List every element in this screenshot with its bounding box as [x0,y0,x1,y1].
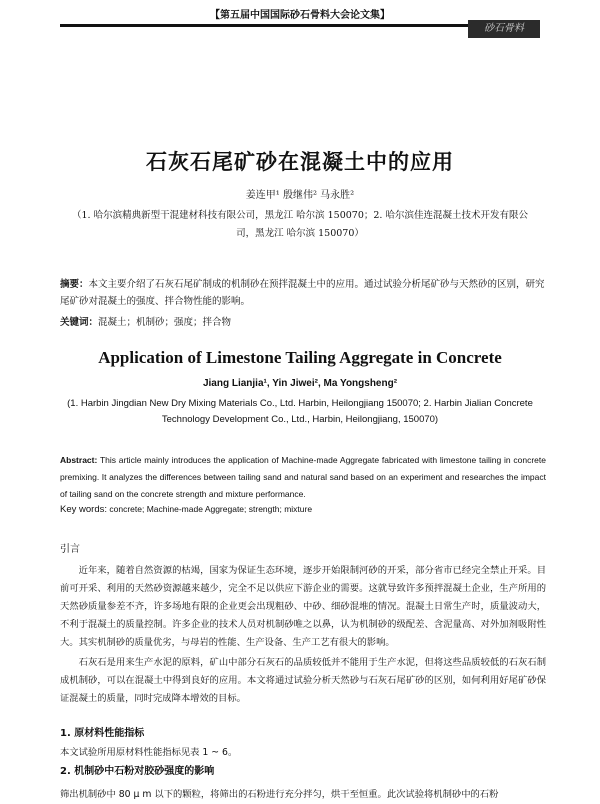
conference-header: 【第五届中国国际砂石骨料大会论文集】 [210,10,390,21]
chinese-abstract-label: 摘要： [60,279,89,290]
intro-paragraph-1-text: 近年来，随着自然资源的枯竭，国家为保证生态环境，逐步开始限制河砂的开采，部分省市已经完全禁止开采。目前可开采、利用的天然砂资源越来越少，完全不足以供应下游企业的需要。这就导致许多预拌混凝土企业，生产所用的天然砂质量参差不齐，许多场地有限的企业更会出现粗砂、中砂、细砂混堆的情况。混凝土日常生产时，质量波动大，不利于混凝土的质量控制。许多企业的技术人员对机制砂唯之以鼻，认为机制砂的级配差、含泥量高、对外加剂吸附性大。其实机制砂的质量优劣，与母岩的性能、生产设备、生产工艺有很大的影响。 [60,565,546,648]
english-abstract-label: Abstract: [60,455,98,465]
english-keywords-label: Key words: [60,504,107,515]
english-authors: Jiang Lianjia¹, Yin Jiwei², Ma Yongsheng² [202,378,398,389]
chinese-title: 石灰石尾矿砂在混凝土中的应用 [146,150,454,174]
section-1-heading: 1. 原材料性能指标 [60,728,145,739]
chinese-keywords-label: 关键词： [60,317,99,328]
english-abstract [60,452,546,503]
chinese-keywords-text: 混凝土；机制砂；强度；拌合物 [98,317,232,328]
intro-paragraph-2 [60,654,546,708]
section-2-heading: 2. 机制砂中石粉对胶砂强度的影响 [60,766,215,777]
english-keywords [60,504,546,515]
section-2-paragraph-text: 筛出机制砂中 80 μ m 以下的颗粒，将筛出的石粉进行充分拌匀，烘干至恒重。此次试验将机制砂中的石粉 [60,789,499,800]
chinese-abstract-text: 本文主要介绍了石灰石尾矿制成的机制砂在预拌混凝土中的应用。通过试验分析尾矿砂与天然砂的区别，研究尾矿砂对混凝土的强度、拌合物性能的影响。 [60,279,545,307]
chinese-affiliation: （1. 哈尔滨精典新型干混建材科技有限公司，黑龙江 哈尔滨 150070；2. 哈尔滨佳连混凝土技术开发有限公司，黑龙江 哈尔滨 150070） [72,210,528,239]
intro-paragraph-2-text: 石灰石是用来生产水泥的原料，矿山中部分石灰石的品质较低并不能用于生产水泥，但将这些品质较低的石灰石制成机制砂，可以在混凝土中得到良好的应用。本文将通过试验分析天然砂与石灰石尾矿砂的区别，如何利用好尾矿砂保证混凝土的质量，同时完成降本增效的目标。 [60,657,546,704]
english-abstract-text: This article mainly introduces the application of Machine-made Aggregate fabricated with limestone tailing in concrete premixing. It analyzes the differences between tailing sand and natural sand based on an experiment and researches the impact of tailing sand on the concrete strength and mixture performance. [60,455,546,499]
chinese-authors: 姜连甲¹ 殷继伟² 马永胜² [245,190,355,201]
section-2-paragraph [60,786,546,804]
chinese-abstract [60,276,546,310]
section-1-paragraph-text: 本文试验所用原材料性能指标见表 1 ~ 6。 [60,747,238,758]
english-keywords-text: concrete; Machine-made Aggregate; strength; mixture [109,504,313,514]
header-rule [60,24,538,27]
english-affiliation: (1. Harbin Jingdian New Dry Mixing Materials Co., Ltd. Harbin, Heilongjiang 150070; 2. Harbin Jialian Concrete Technology Development Co., Ltd., Harbin, Heilongjiang, 150070) [67,398,533,425]
intro-paragraph-1 [60,562,546,652]
english-title: Application of Limestone Tailing Aggregate in Concrete [98,348,502,367]
chinese-keywords [60,314,546,331]
section-1-paragraph [60,744,546,762]
section-tag: 砂石骨料 [468,20,540,38]
intro-heading: 引言 [60,544,80,555]
